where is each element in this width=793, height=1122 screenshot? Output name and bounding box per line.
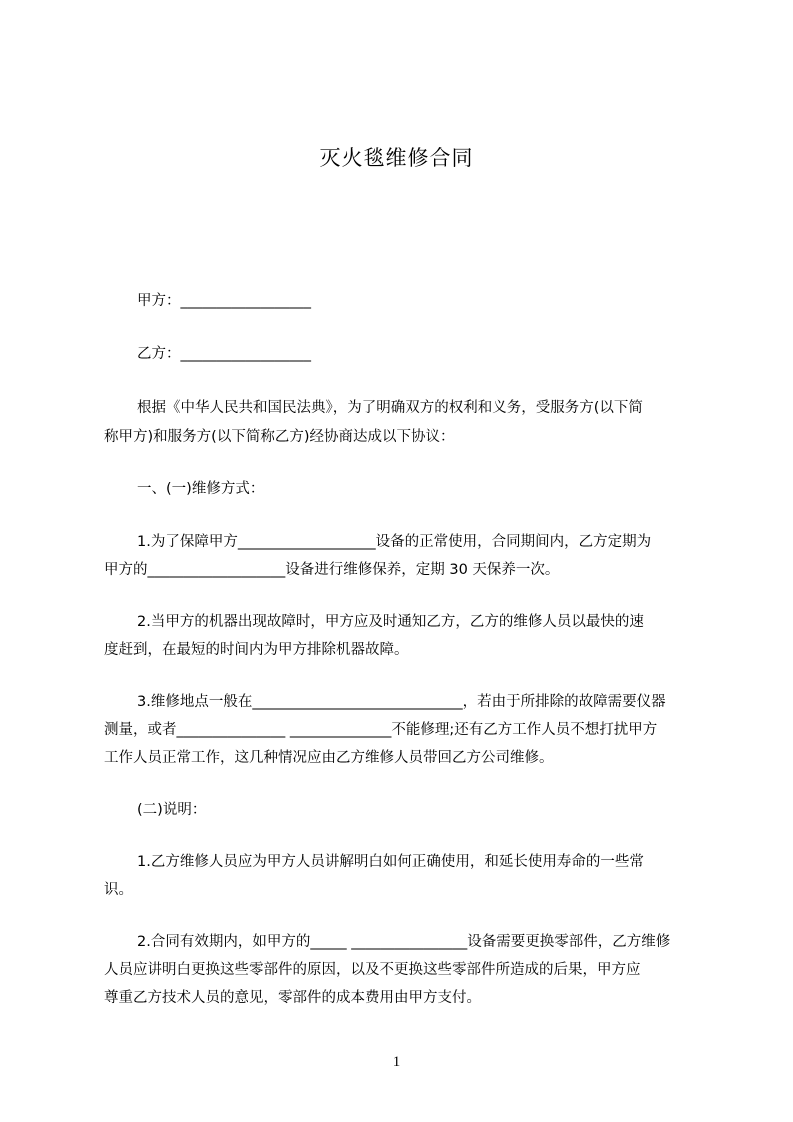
s2-item2-line-2: 人员应讲明白更换这些零部件的原因，以及不更换这些零部件所造成的后果，甲方应 bbox=[104, 962, 641, 978]
party-b-line: 乙方：__________________ bbox=[137, 346, 311, 362]
s1-item3-line-3: 工作人员正常工作，这几种情况应由乙方维修人员带回乙方公司维修。 bbox=[104, 750, 554, 766]
document-title: 灭火毯维修合同 bbox=[319, 146, 474, 170]
s1-item1-line-1: 1.为了保障甲方___________________设备的正常使用，合同期间内，乙方定期为 bbox=[137, 534, 652, 550]
s2-item2-line-1: 2.合同有效期内，如甲方的_____ ________________设备需要更换零部件，乙方维修 bbox=[137, 934, 671, 950]
s1-item1-line-2: 甲方的___________________设备进行维修保养，定期 30 天保养一次。 bbox=[104, 562, 560, 578]
intro-line-2: 称甲方)和服务方(以下简称乙方)经协商达成以下协议： bbox=[104, 429, 455, 445]
section-2-heading: (二)说明： bbox=[137, 802, 207, 818]
s1-item3-line-2: 测量，或者_______________ ______________不能修理;还有乙方工作人员不想打扰甲方 bbox=[104, 722, 658, 738]
s2-item1-line-2: 识。 bbox=[104, 882, 133, 898]
s1-item2-line-1: 2.当甲方的机器出现故障时，甲方应及时通知乙方，乙方的维修人员以最快的速 bbox=[137, 614, 644, 630]
s1-item2-line-2: 度赶到，在最短的时间内为甲方排除机器故障。 bbox=[104, 642, 409, 658]
s2-item1-line-1: 1.乙方维修人员应为甲方人员讲解明白如何正确使用，和延长使用寿命的一些常 bbox=[137, 854, 644, 870]
page-number: 1 bbox=[392, 1054, 401, 1070]
intro-line-1: 根据《中华人民共和国民法典》，为了明确双方的权利和义务，受服务方(以下简 bbox=[137, 400, 643, 416]
party-a-line: 甲方：__________________ bbox=[137, 293, 311, 309]
s1-item3-line-1: 3.维修地点一般在_____________________________，若由于所排除的故障需要仪器 bbox=[137, 694, 666, 710]
s2-item2-line-3: 尊重乙方技术人员的意见，零部件的成本费用由甲方支付。 bbox=[104, 990, 481, 1006]
section-1-heading: 一、(一)维修方式： bbox=[137, 481, 265, 497]
